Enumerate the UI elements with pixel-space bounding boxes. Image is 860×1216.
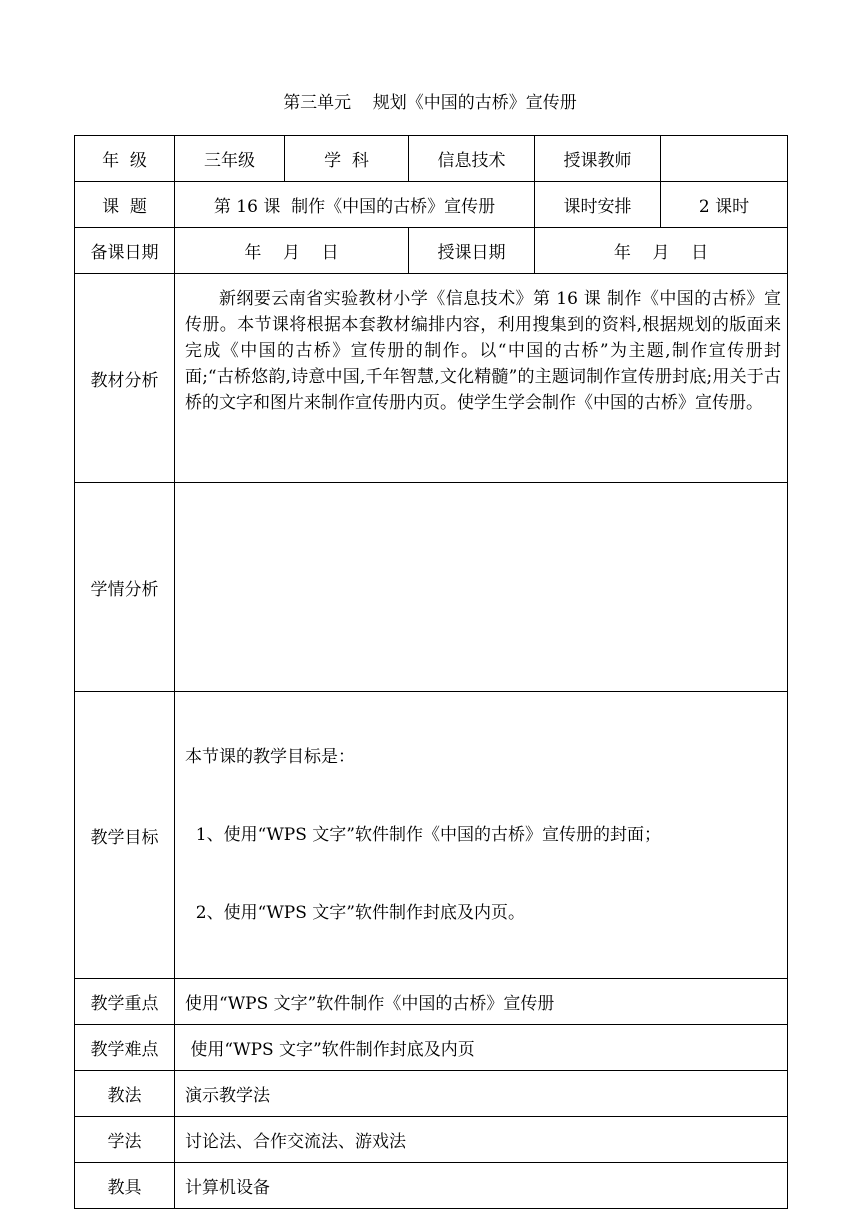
teaching-goal-item: 2、使用“WPS 文字”软件制作封底及内页。 [185,903,525,923]
teach-date-value: 年 月 日 [535,228,788,274]
difficulties-text: 使用“WPS 文字”软件制作封底及内页 [175,1025,788,1071]
teaching-goals-label: 教学目标 [75,692,175,979]
grade-label: 年 级 [75,136,175,182]
learning-method-label: 学法 [75,1117,175,1163]
teaching-method-text: 演示教学法 [175,1071,788,1117]
difficulties-label: 教学难点 [75,1025,175,1071]
student-analysis-text [175,483,788,692]
material-analysis-text: 新纲要云南省实验教材小学《信息技术》第 16 课 制作《中国的古桥》宣传册。本节课将根据本套教材编排内容，利用搜集到的资料,根据规划的版面来完成《中国的古桥》宣传册的制作。以“中国的古桥”为主题,制作宣传册封面;“古桥悠韵,诗意中国,千年智慧,文化精髓”的主题词制作宣传册封底;用关于古桥的文字和图片来制作宣传册内页。使学生学会制作《中国的古桥》宣传册。 [175,274,788,483]
teaching-goals-intro: 本节课的教学目标是： [185,747,355,767]
topic-label: 课 题 [75,182,175,228]
key-points-label: 教学重点 [75,979,175,1025]
schedule-value: 2 课时 [661,182,788,228]
teaching-tools-row [75,1163,788,1209]
teach-date-label: 授课日期 [409,228,535,274]
page-title: 第三单元 规划《中国的古桥》宣传册 [283,93,577,113]
topic-row [75,182,788,228]
key-points-row [75,979,788,1025]
teaching-goals-content [175,692,788,979]
difficulties-row [75,1025,788,1071]
grade-value: 三年级 [175,136,285,182]
grade-row [75,136,788,182]
teacher-value [661,136,788,182]
learning-method-text: 讨论法、合作交流法、游戏法 [175,1117,788,1163]
prep-date-value: 年 月 日 [175,228,409,274]
teaching-goal-item: 1、使用“WPS 文字”软件制作《中国的古桥》宣传册的封面； [185,825,661,845]
topic-value: 第 16 课 制作《中国的古桥》宣传册 [175,182,535,228]
material-analysis-row [75,274,788,483]
material-analysis-label: 教材分析 [75,274,175,483]
schedule-label: 课时安排 [535,182,661,228]
teaching-tools-label: 教具 [75,1163,175,1209]
teaching-method-label: 教法 [75,1071,175,1117]
student-analysis-row [75,483,788,692]
learning-method-row [75,1117,788,1163]
lesson-plan-table [74,135,788,1209]
teaching-method-row [75,1071,788,1117]
subject-value: 信息技术 [409,136,535,182]
teacher-label: 授课教师 [535,136,661,182]
teaching-goals-row [75,692,788,979]
key-points-text: 使用“WPS 文字”软件制作《中国的古桥》宣传册 [175,979,788,1025]
teaching-tools-text: 计算机设备 [175,1163,788,1209]
subject-label: 学 科 [285,136,409,182]
prep-date-label: 备课日期 [75,228,175,274]
student-analysis-label: 学情分析 [75,483,175,692]
dates-row [75,228,788,274]
